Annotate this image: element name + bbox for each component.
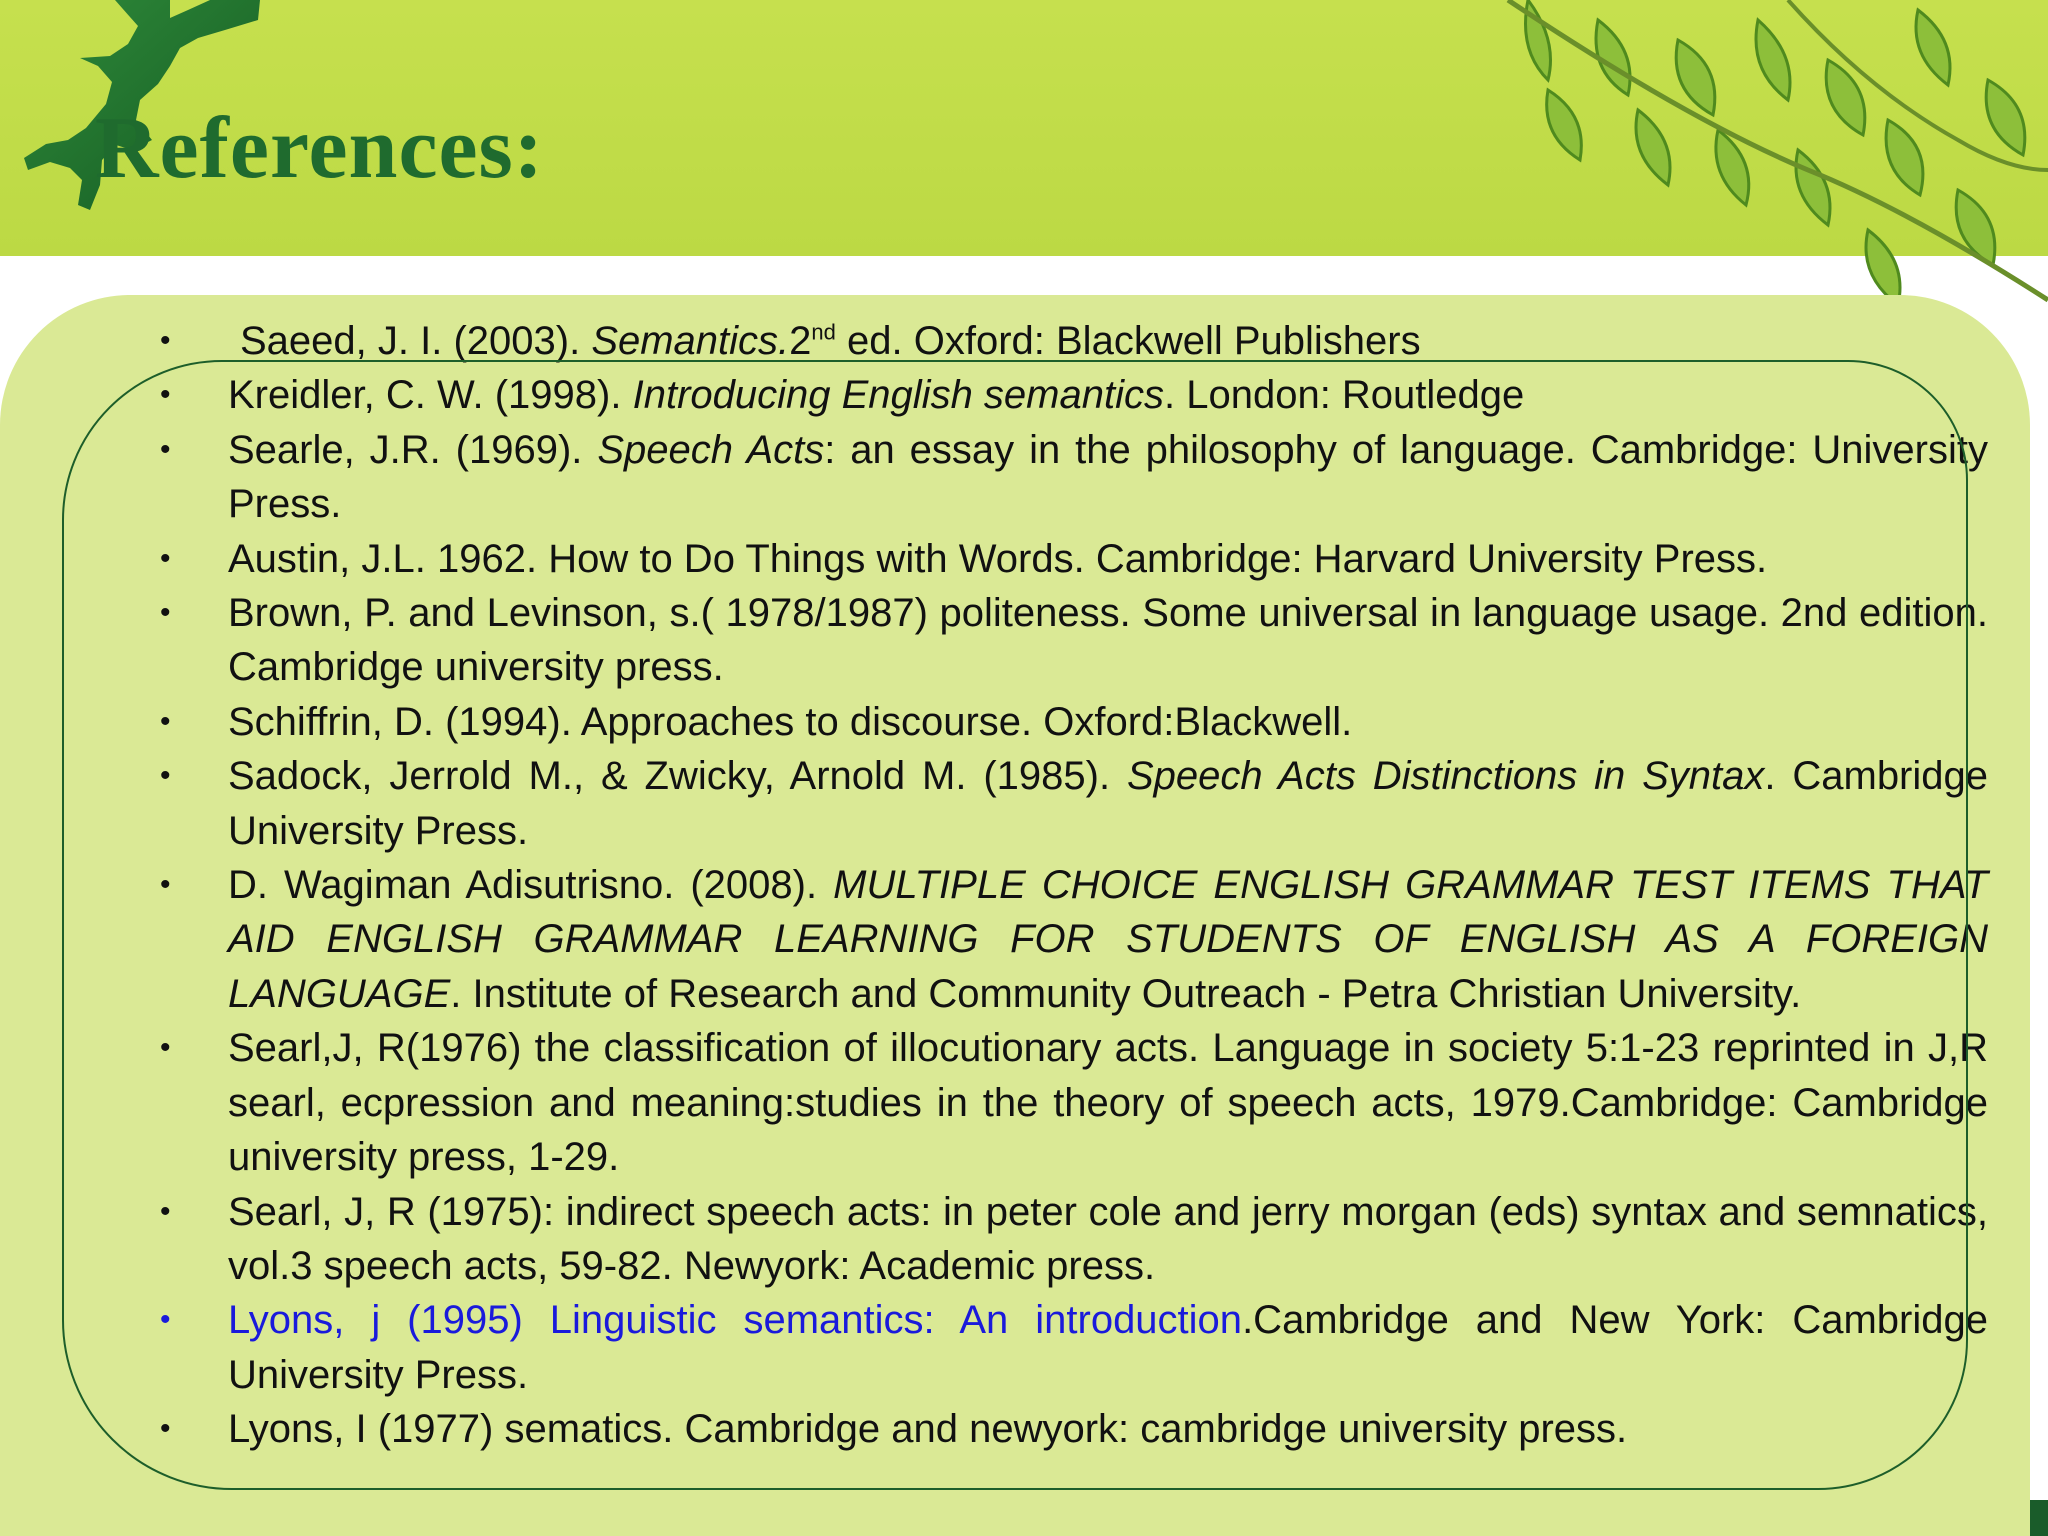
bullet-icon: •: [160, 378, 171, 412]
list-item: • Austin, J.L. 1962. How to Do Things with Words. Cambridge: Harvard University Press.: [160, 532, 1988, 586]
bullet-icon: •: [160, 596, 171, 630]
leafy-branch-icon: [1488, 0, 2048, 320]
list-item: • Lyons, j (1995) Linguistic semantics: An introduction.Cambridge and New York: Cambridge University Press.: [160, 1293, 1988, 1402]
reference-link[interactable]: Lyons, j (1995) Linguistic semantics: An introduction: [228, 1298, 1243, 1343]
list-item: • Searl,J, R(1976) the classification of illocutionary acts. Language in society 5:1-23 reprinted in J,R searl, ecpression and meaning:studies in the theory of speech acts, 1979.Cambridge: Cambridge university press, 1-29.: [160, 1021, 1988, 1184]
bullet-icon: •: [160, 1031, 171, 1065]
bullet-icon: •: [160, 541, 171, 575]
list-item: • Brown, P. and Levinson, s.( 1978/1987) politeness. Some universal in language usage. 2nd edition. Cambridge university press.: [160, 586, 1988, 695]
list-item: • Lyons, I (1977) sematics. Cambridge and newyork: cambridge university press.: [160, 1402, 1988, 1456]
bullet-icon: •: [160, 868, 171, 902]
bullet-icon: •: [160, 1303, 171, 1337]
bullet-icon: •: [160, 324, 171, 357]
page-title: References:: [95, 100, 545, 197]
list-item: • Searl, J, R (1975): indirect speech acts: in peter cole and jerry morgan (eds) syntax and semnatics, vol.3 speech acts, 59-82. Newyork: Academic press.: [160, 1185, 1988, 1294]
bullet-icon: •: [160, 432, 171, 466]
list-item: • Kreidler, C. W. (1998). Introducing English semantics. London: Routledge: [160, 368, 1988, 422]
bullet-icon: •: [160, 1194, 171, 1228]
reference-list: [160, 314, 1988, 1457]
list-item: • D. Wagiman Adisutrisno. (2008). MULTIPLE CHOICE ENGLISH GRAMMAR TEST ITEMS THAT AID ENGLISH GRAMMAR LEARNING FOR STUDENTS OF ENGLISH AS A FOREIGN LANGUAGE. Institute of Research and Community Outreach - Petra Christian University.: [160, 858, 1988, 1021]
list-item: • Schiffrin, D. (1994). Approaches to discourse. Oxford:Blackwell.: [160, 695, 1988, 749]
bullet-icon: •: [160, 704, 171, 738]
list-item: • Sadock, Jerrold M., & Zwicky, Arnold M. (1985). Speech Acts Distinctions in Syntax. Cambridge University Press.: [160, 749, 1988, 858]
bullet-icon: •: [160, 759, 171, 793]
list-item: • Searle, J.R. (1969). Speech Acts: an essay in the philosophy of language. Cambridge: University Press.: [160, 423, 1988, 532]
list-item: • Saeed, J. I. (2003). Semantics.2nd ed. Oxford: Blackwell Publishers: [160, 314, 1988, 368]
bullet-icon: •: [160, 1412, 171, 1446]
